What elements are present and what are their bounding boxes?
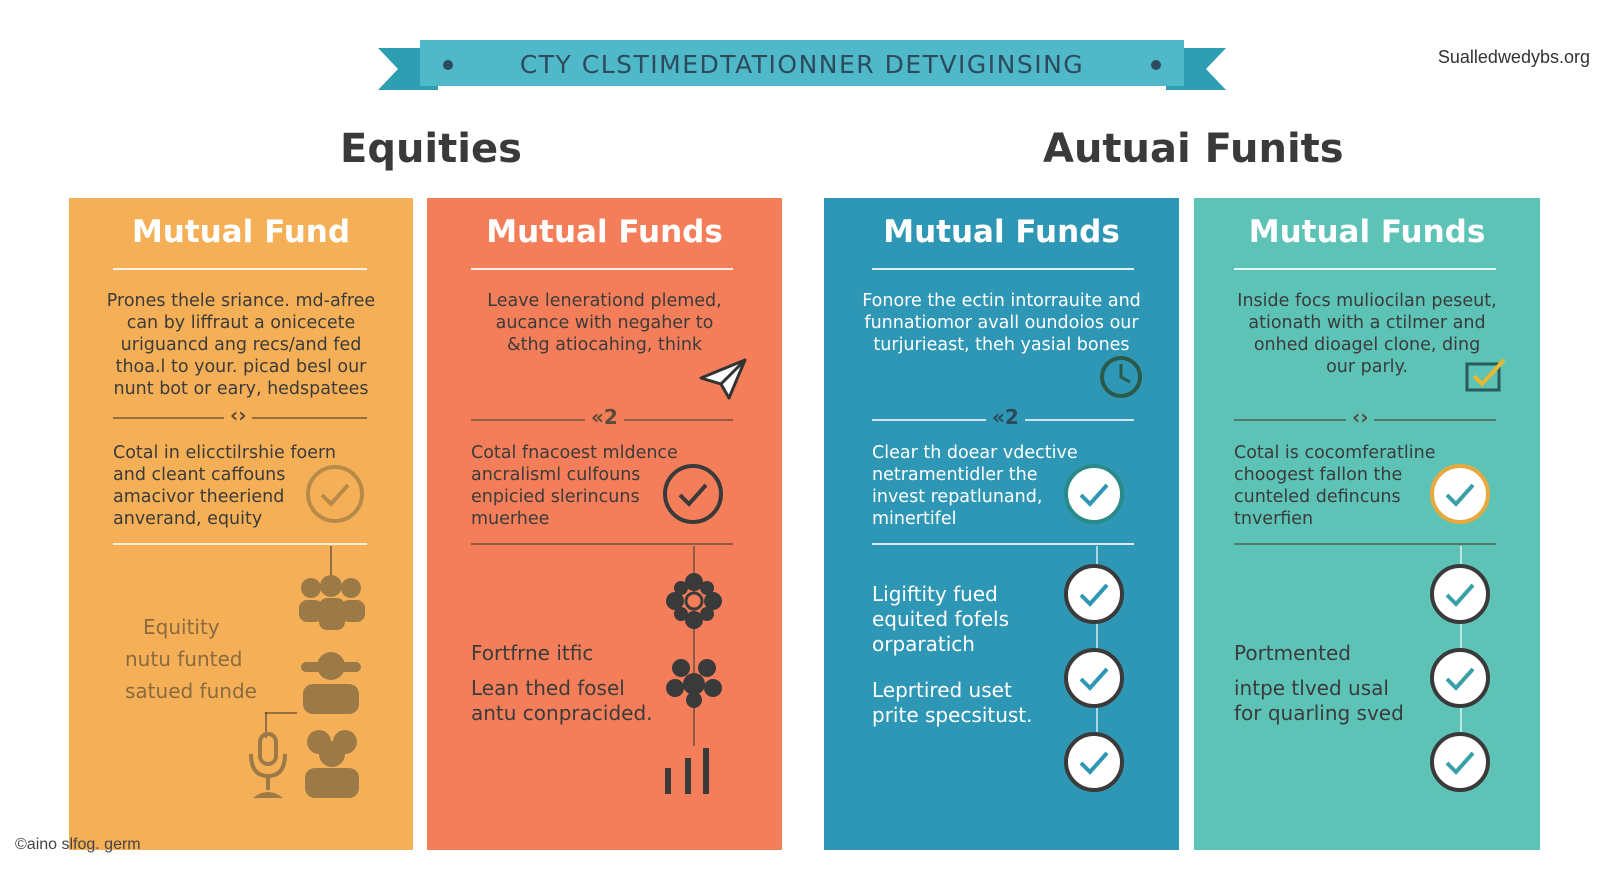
section-rule [113, 543, 367, 545]
check-icon [1064, 732, 1124, 792]
check-icon [1430, 648, 1490, 708]
column-title: Mutual Funds [486, 214, 723, 250]
flower-icon [665, 572, 723, 634]
title-rule [471, 268, 733, 270]
column-card-3 [824, 198, 1179, 850]
intro-text: Fonore the ectin intorrauite and funnatiomor avall oundoios our turjurieast, theh yasial bones [862, 291, 1141, 355]
title-rule [872, 268, 1134, 270]
section-heading-right: Autuai Funits [1043, 126, 1344, 172]
divider-mark: «2 [986, 405, 1025, 429]
title-rule [113, 268, 367, 270]
section-heading-left: Equities [340, 126, 522, 172]
lower-heading: Fortfrne itfic [471, 641, 594, 665]
lower-text: Equitity nutu funted satued funde [125, 615, 257, 703]
divider-mark: ‹› [1346, 405, 1374, 429]
title-banner [378, 38, 1226, 94]
check-icon [1064, 648, 1124, 708]
check-icon [1064, 464, 1124, 524]
section-rule [872, 543, 1134, 545]
title-rule [1234, 268, 1496, 270]
section-rule [471, 543, 733, 545]
paper-plane-icon [699, 358, 749, 406]
connector-line [265, 712, 297, 714]
checklist-icon [1464, 358, 1508, 398]
feature-text: Cotal in elicctilrshie foern and cleant caffouns amacivor theeriend anverand, equity [113, 443, 336, 529]
column-title: Mutual Fund [131, 214, 351, 250]
section-rule [1234, 543, 1496, 545]
check-icon [1430, 564, 1490, 624]
banner-title: CTY CLSTIMEDTATIONNER DETVIGINSING [519, 50, 1085, 79]
column-card-2 [427, 198, 782, 850]
check-icon [663, 464, 723, 524]
column-title: Mutual Funds [1248, 214, 1486, 250]
check-icon [1430, 732, 1490, 792]
team-icon [295, 574, 367, 638]
footer-credit: ©aino slfog. germ [15, 836, 141, 853]
check-icon [1430, 464, 1490, 524]
lower-text: Ligiftity fued equited fofels orparatich [872, 582, 1010, 656]
microphone-icon [245, 730, 291, 804]
group-icon [295, 650, 367, 720]
connector-line [330, 546, 332, 576]
intro-text: Leave lenerationd plemed, aucance with negaher to &thg atiocahing, think [487, 291, 722, 355]
feature-text: Clear th doear vdective netramentidler the invest repatlunand, minertifel [872, 443, 1078, 529]
divider-mark: «2 [585, 405, 624, 429]
lower-text: Lean thed fosel antu conpracided. [471, 676, 653, 725]
feature-text: Cotal fnacoest mldence ancralisml culfouns enpicied slerincuns muerhee [471, 443, 678, 529]
column-card-1 [69, 198, 413, 850]
lower-text: intpe tlved usal for quarling sved [1234, 676, 1404, 725]
column-title: Mutual Funds [883, 214, 1120, 250]
intro-text: Prones thele sriance. md-afree can by liffraut a onicecete uriguancd ang recs/and fed thoa.l to your. picad besl our nunt bot or eary, hedspatees [106, 291, 376, 399]
people-icon [297, 728, 367, 806]
bar-chart-icon [663, 746, 719, 800]
feature-text: Cotal is cocomferatline choogest fallon the cunteled defincuns tnverfien [1234, 443, 1436, 529]
column-card-4 [1194, 198, 1540, 850]
clock-icon [1098, 354, 1144, 404]
lower-text-2: Leprtired uset prite specsitust. [872, 678, 1033, 727]
check-icon [1064, 564, 1124, 624]
intro-text: Inside focs muliocilan peseut, ationath with a ctilmer and onhed dioagel clone, ding our parly. [1237, 291, 1497, 377]
lower-heading: Portmented [1234, 641, 1351, 665]
check-icon [305, 464, 365, 524]
cluster-icon [665, 656, 723, 712]
site-url[interactable]: Sualledwedybs.org [1437, 47, 1590, 67]
divider-mark: ‹› [224, 403, 252, 427]
